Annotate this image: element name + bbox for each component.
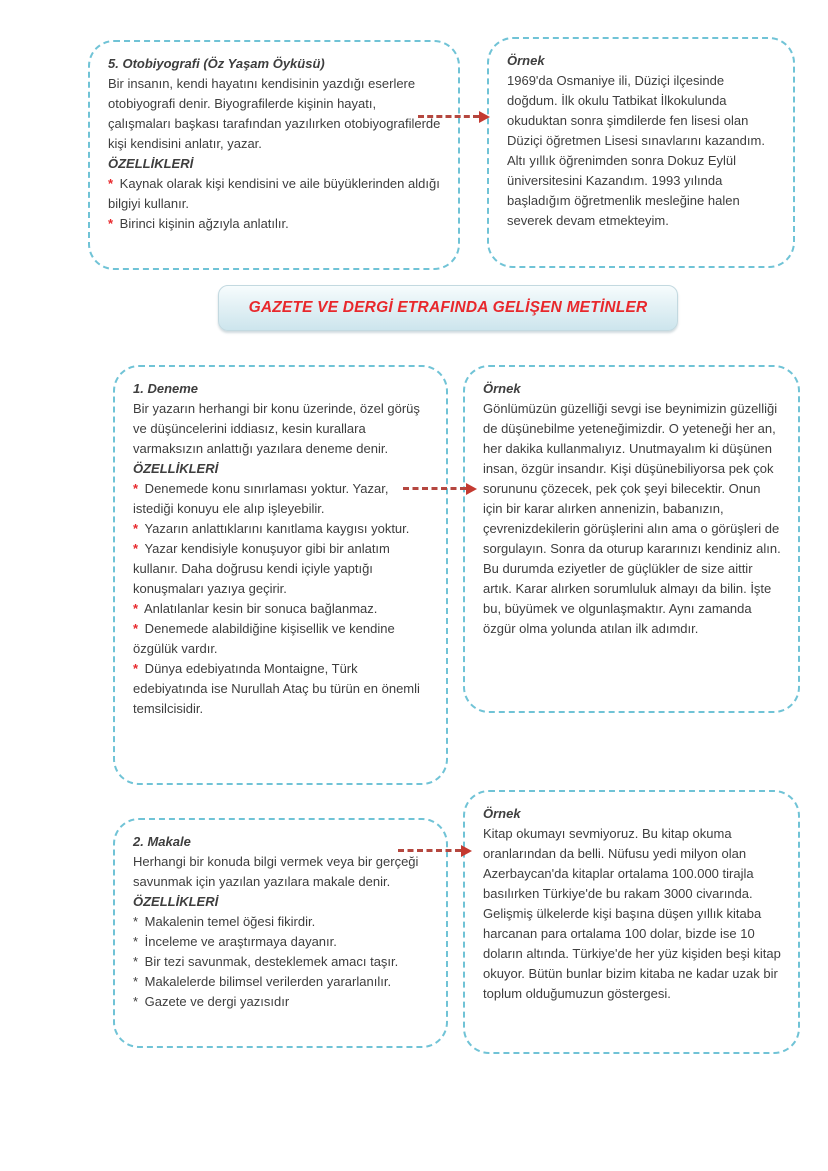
asterisk-icon: *	[133, 661, 139, 676]
asterisk-icon: *	[133, 994, 139, 1009]
paragraph: Bir insanın, kendi hayatını kendisinin yazdığı eserlere otobiyografi denir. Biyografilerde kişinin hayatı, çalışmaları başkası tarafından yazılırken otobiyografilerde kişi kendisini anlatır, yazar.	[108, 76, 441, 151]
arrow-head-icon	[466, 483, 477, 495]
subheading: ÖZELLİKLERİ	[133, 894, 219, 909]
deneme-box	[113, 365, 448, 785]
bullet-list	[133, 479, 430, 719]
asterisk-icon: *	[133, 954, 139, 969]
subheading: ÖZELLİKLERİ	[108, 156, 194, 171]
bullet-item: * Birinci kişinin ağzıyla anlatılır.	[108, 216, 289, 231]
paragraph: 1969'da Osmaniye ili, Düziçi ilçesinde doğdum. İlk okulu Tatbikat İlkokulunda okuduktan sonra şimdilerde fen lisesi olan Düziçi öğretmen Lisesi sınavlarını kazandım. Altı yıllık öğrenimden sonra Dokuz Eylül üniversitesini Kazandım. 1993 yılında başladığım öğretmenlik mesleğine halen severek devam etmekteyim.	[507, 73, 765, 228]
bullet-item: * Bir tezi savunmak, desteklemek amacı taşır.	[133, 954, 399, 969]
asterisk-icon: *	[133, 601, 139, 616]
arrow-line	[418, 115, 479, 118]
asterisk-icon: *	[133, 481, 139, 496]
bullet-item: * Dünya edebiyatında Montaigne, Türk edebiyatında ise Nurullah Ataç bu türün en önemli temsilcisidir.	[133, 661, 420, 716]
asterisk-icon: *	[108, 176, 114, 191]
asterisk-icon: *	[133, 914, 139, 929]
arrow-head-icon	[479, 111, 490, 123]
otobiyografi-box	[88, 40, 460, 270]
bullet-item: * Gazete ve dergi yazısıdır	[133, 994, 290, 1009]
deneme-ornek-box	[463, 365, 800, 713]
box-title: 2. Makale	[133, 834, 191, 849]
makale-ornek-box	[463, 790, 800, 1054]
arrow-line	[403, 487, 466, 490]
bullet-item: * Denemede alabildiğine kişisellik ve kendine özgülük vardır.	[133, 621, 395, 656]
paragraph: Kitap okumayı sevmiyoruz. Bu kitap okuma oranlarından da belli. Nüfusu yedi milyon olan Azerbaycan'da kitaplar ortalama 100.000 tirajla basılırken Türkiye'de bu rakam 3000 civarında. Gelişmiş ülkelerde kişi başına düşen yıllık kitaba harcanan para ortalama 100 dolar, bizde ise 10 doların altında. Türkiye'de her yüz kişiden beşi kitap okuyor. Bütün bunlar bizim kitaba ne kadar uzak bir toplum olduğumuzun göstergesi.	[483, 826, 781, 1001]
paragraph: Gönlümüzün güzelliği sevgi ise beynimizin güzelliği de düşünebilme yeteneğimizdir. O yeteneği her an, her dakika kullanmalıyız. Unutmayalım ki düşünen insan, özgür insandır. Kişi düşünebiliyorsa pek çok sorununu çözecek, pek çok şeyi bilecektir. Onun için bir karar alırken annenizin, babanızın, çevrenizdekilerin görüşlerini alın ama o görüşleri de sorgulayın. Sonra da oturup kararınızı kendiniz alın. Bu durumda eziyetler de güçlükler de size aittir artık. Karar alırken sorumluluk almayı da bilin. İşte bu, büyümek ve olgunlaşmaktır. Aynı zamanda özgür olma yolunda atılan ilk adımdır.	[483, 401, 781, 636]
subheading: ÖZELLİKLERİ	[133, 461, 219, 476]
box-title: 1. Deneme	[133, 381, 199, 396]
arrow-line	[398, 849, 461, 852]
asterisk-icon: *	[133, 621, 139, 636]
bullet-item: * Denemede konu sınırlaması yoktur. Yazar, istediği konuyu ele alıp işleyebilir.	[133, 481, 389, 516]
asterisk-icon: *	[133, 934, 139, 949]
paragraph: Herhangi bir konuda bilgi vermek veya bir gerçeği savunmak için yazılan yazılara makale denir.	[133, 854, 419, 889]
box-title: 5. Otobiyografi (Öz Yaşam Öyküsü)	[108, 56, 325, 71]
paragraph: Bir yazarın herhangi bir konu üzerinde, özel görüş ve düşüncelerini iddiasız, kesin kurallara varmaksızın anlattığı yazılara deneme denir.	[133, 401, 420, 456]
box-title: Örnek	[507, 53, 545, 68]
bullet-item: * Yazar kendisiyle konuşuyor gibi bir anlatım kullanır. Daha doğrusu kendi içiyle yaptığı konuşmaları yazıya geçirir.	[133, 541, 390, 596]
bullet-item: * Makalenin temel öğesi fikirdir.	[133, 914, 316, 929]
arrow-otobiyografi-to-ornek-icon	[418, 110, 492, 124]
box-title: Örnek	[483, 381, 521, 396]
asterisk-icon: *	[108, 216, 114, 231]
arrow-head-icon	[461, 845, 472, 857]
bullet-item: * Makalelerde bilimsel verilerden yararlanılır.	[133, 974, 392, 989]
box-title: Örnek	[483, 806, 521, 821]
otobiyografi-ornek-box	[487, 37, 795, 268]
bullet-item: * Anlatılanlar kesin bir sonuca bağlanmaz.	[133, 601, 378, 616]
bullet-item: * Yazarın anlattıklarını kanıtlama kaygısı yoktur.	[133, 521, 410, 536]
bullet-list	[133, 912, 430, 1012]
section-banner	[218, 285, 678, 331]
asterisk-icon: *	[133, 521, 139, 536]
bullet-list	[108, 174, 442, 234]
asterisk-icon: *	[133, 974, 139, 989]
arrow-deneme-to-ornek-icon	[403, 482, 479, 496]
asterisk-icon: *	[133, 541, 139, 556]
bullet-item: * Kaynak olarak kişi kendisini ve aile büyüklerinden aldığı bilgiyi kullanır.	[108, 176, 440, 211]
section-banner-label: GAZETE VE DERGİ ETRAFINDA GELİŞEN METİNLER	[248, 299, 648, 316]
arrow-makale-to-ornek-icon	[398, 844, 474, 858]
bullet-item: * İnceleme ve araştırmaya dayanır.	[133, 934, 337, 949]
